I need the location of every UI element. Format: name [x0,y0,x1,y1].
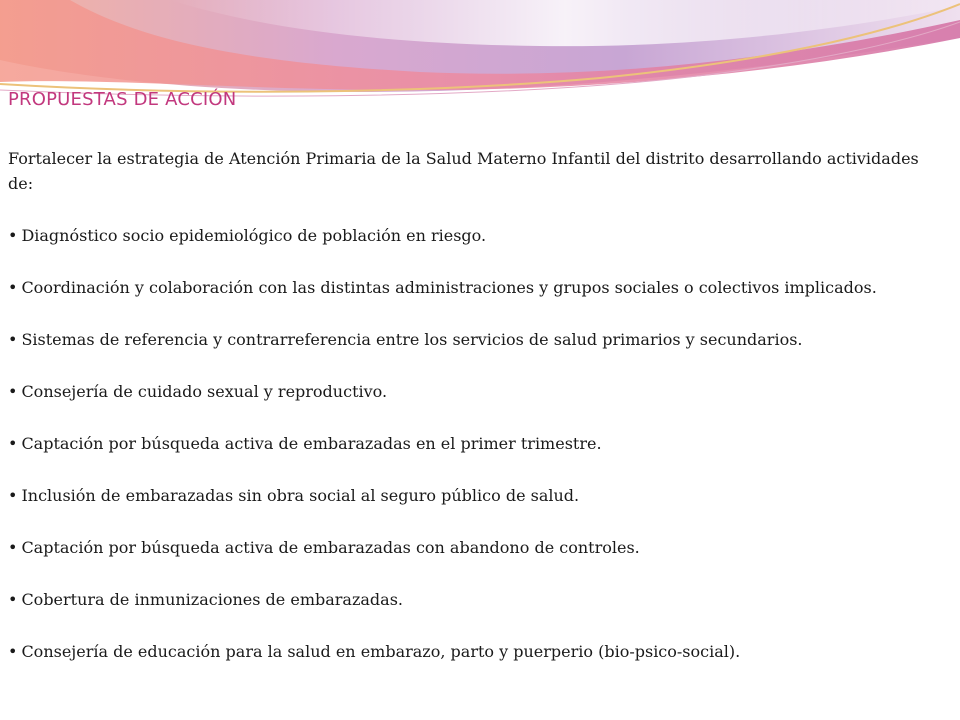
bullet-item: • Sistemas de referencia y contrarreferencia entre los servicios de salud primarios y secundarios. [8,327,938,352]
bullet-item: • Captación por búsqueda activa de embarazadas en el primer trimestre. [8,431,938,456]
bullet-item: • Consejería de cuidado sexual y reproductivo. [8,379,938,404]
bullet-item: • Inclusión de embarazadas sin obra social al seguro público de salud. [8,483,938,508]
slide-body [8,146,938,691]
bullet-item: • Consejería de educación para la salud en embarazo, parto y puerperio (bio-psico-social). [8,639,938,664]
bullet-item: • Diagnóstico socio epidemiológico de población en riesgo. [8,223,938,248]
slide-title: PROPUESTAS DE ACCIÓN [8,89,237,110]
bullet-item: • Cobertura de inmunizaciones de embarazadas. [8,587,938,612]
bullet-item: • Coordinación y colaboración con las distintas administraciones y grupos sociales o colectivos implicados. [8,275,938,300]
intro-paragraph: Fortalecer la estrategia de Atención Primaria de la Salud Materno Infantil del distrito desarrollando actividades de: [8,149,919,193]
bullet-item: • Captación por búsqueda activa de embarazadas con abandono de controles. [8,535,938,560]
